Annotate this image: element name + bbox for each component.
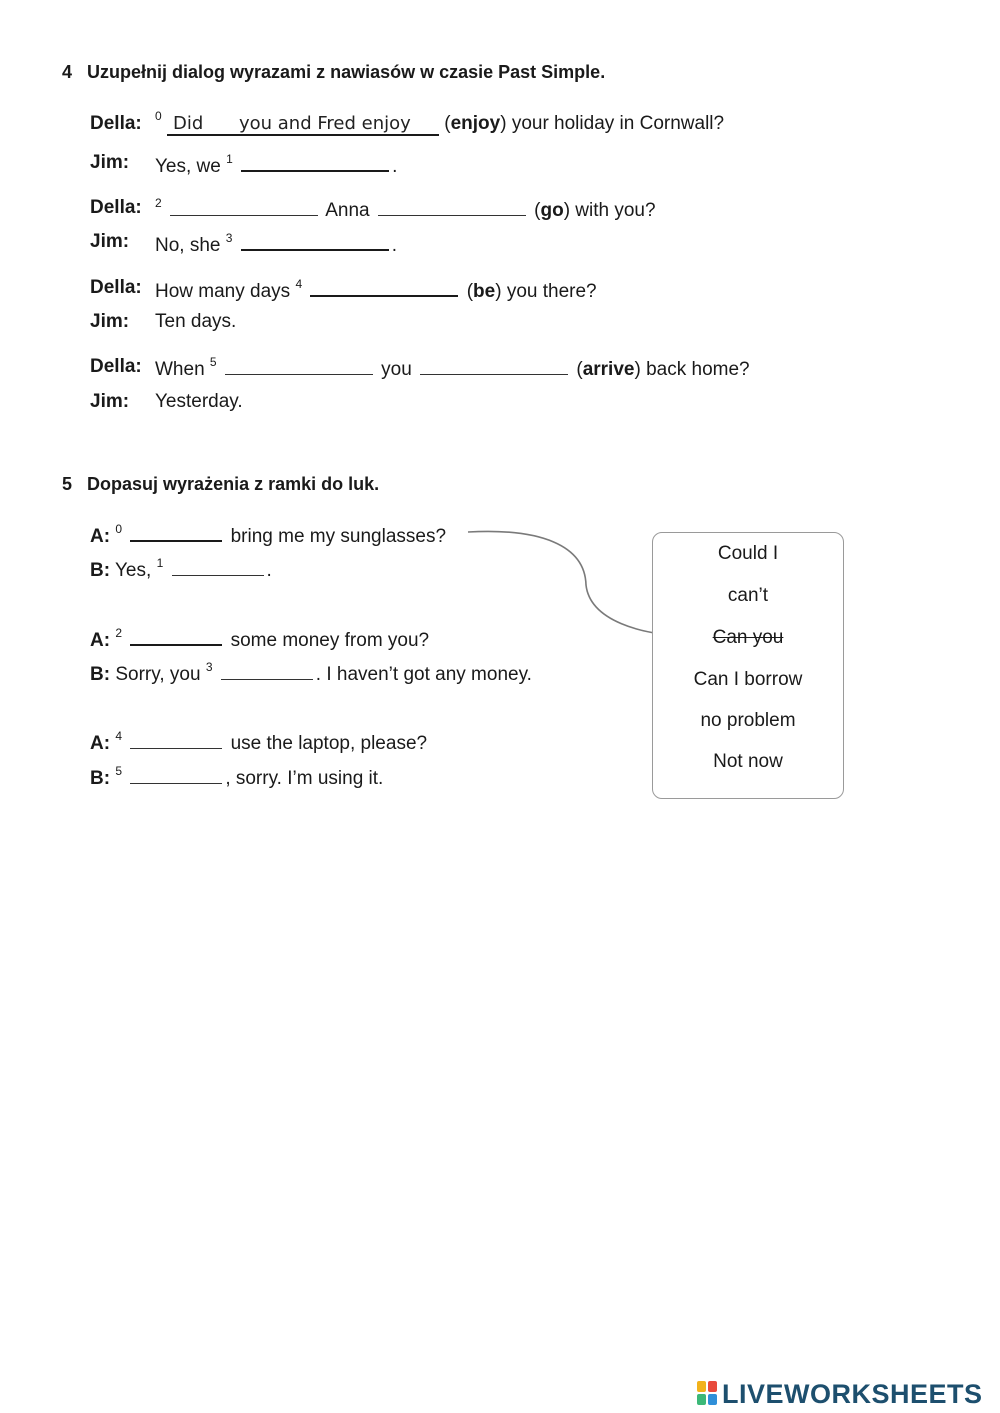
gap-number: 3 bbox=[205, 659, 213, 674]
word-box-item[interactable]: can’t bbox=[727, 585, 769, 606]
speaker-label: B: bbox=[90, 768, 111, 789]
sentence-mid: you bbox=[381, 359, 412, 380]
sentence-start: How many days bbox=[155, 281, 291, 302]
sentence-end: with you? bbox=[575, 200, 656, 221]
sentence-end: you there? bbox=[506, 281, 597, 302]
word-box-item[interactable]: Could I bbox=[717, 543, 779, 564]
gap-number: 3 bbox=[225, 230, 233, 245]
speaker-label: A: bbox=[90, 630, 111, 651]
word-box bbox=[652, 532, 844, 799]
exercise-5-title: Dopasuj wyrażenia z ramki do luk. bbox=[87, 474, 380, 494]
speaker-label: B: bbox=[90, 560, 111, 581]
speaker-label: Della: bbox=[90, 356, 142, 377]
speaker-label: B: bbox=[90, 664, 111, 685]
verb-hint: be bbox=[473, 281, 496, 302]
gap-number: 4 bbox=[115, 728, 123, 743]
sentence-start: When bbox=[155, 359, 205, 380]
gap-number: 1 bbox=[156, 555, 164, 570]
sentence-end: . I haven’t got any money. bbox=[315, 664, 532, 685]
verb-hint: enjoy bbox=[450, 113, 501, 134]
speaker-label: Della: bbox=[90, 197, 142, 218]
sentence-start: Yes, bbox=[115, 560, 152, 581]
example-answer-did: Did bbox=[167, 113, 233, 136]
answer-blank-5[interactable] bbox=[130, 765, 222, 784]
connector-arrow-icon bbox=[0, 0, 1000, 700]
ex5-line-4 bbox=[90, 730, 427, 755]
sentence-end: . bbox=[266, 560, 272, 581]
sentence-end: . bbox=[392, 156, 398, 177]
sentence-end: . bbox=[391, 235, 398, 256]
liveworksheets-logo[interactable] bbox=[697, 1380, 983, 1408]
ex5-line-5 bbox=[90, 765, 383, 790]
answer-blank-4[interactable] bbox=[130, 730, 222, 749]
gap-number: 5 bbox=[115, 763, 123, 778]
sentence-mid: Anna bbox=[325, 200, 370, 221]
gap-number: 2 bbox=[155, 195, 162, 210]
sentence-text: Ten days. bbox=[155, 311, 237, 332]
exercise-4-title: Uzupełnij dialog wyrazami z nawiasów w czasie Past Simple. bbox=[87, 62, 606, 82]
speaker-label: Jim: bbox=[90, 391, 130, 412]
sentence-end: some money from you? bbox=[230, 630, 430, 651]
logo-text: LIVEWORKSHEETS bbox=[722, 1378, 983, 1409]
exercise-4-number: 4 bbox=[62, 62, 73, 82]
speaker-label: Jim: bbox=[90, 152, 130, 173]
sentence-start: Yes, we bbox=[155, 156, 221, 177]
word-box-item[interactable]: Not now bbox=[713, 751, 783, 772]
verb-hint: go bbox=[540, 200, 564, 221]
sentence-end: use the laptop, please? bbox=[230, 733, 428, 754]
sentence-start: Sorry, you bbox=[115, 664, 201, 685]
word-box-item[interactable]: no problem bbox=[700, 710, 796, 731]
gap-number: 0 bbox=[115, 521, 123, 536]
word-box-item[interactable]: Can I borrow bbox=[693, 669, 803, 690]
sentence-end: back home? bbox=[646, 359, 750, 380]
gap-number: 4 bbox=[295, 276, 303, 291]
sentence-text: Yesterday. bbox=[155, 391, 243, 412]
gap-number: 1 bbox=[226, 151, 233, 166]
sentence-end: , sorry. I’m using it. bbox=[225, 768, 384, 789]
word-box-item-used: Can you bbox=[712, 627, 784, 648]
exercise-5-number: 5 bbox=[62, 474, 73, 494]
speaker-label: A: bbox=[90, 526, 111, 547]
sentence-start: No, she bbox=[155, 235, 221, 256]
sentence-end: your holiday in Cornwall? bbox=[511, 113, 725, 134]
gap-number: 2 bbox=[115, 625, 123, 640]
example-answer-you-and-fred-enjoy: you and Fred enjoy bbox=[233, 113, 439, 136]
gap-number: 5 bbox=[209, 354, 217, 369]
logo-icon bbox=[697, 1381, 719, 1407]
speaker-label: Jim: bbox=[90, 311, 130, 332]
sentence-end: bring me my sunglasses? bbox=[230, 526, 447, 547]
speaker-label: Della: bbox=[90, 277, 142, 298]
speaker-label: Della: bbox=[90, 113, 142, 134]
gap-number: 0 bbox=[155, 108, 162, 123]
verb-hint: arrive bbox=[582, 359, 635, 380]
speaker-label: A: bbox=[90, 733, 111, 754]
speaker-label: Jim: bbox=[90, 231, 130, 252]
